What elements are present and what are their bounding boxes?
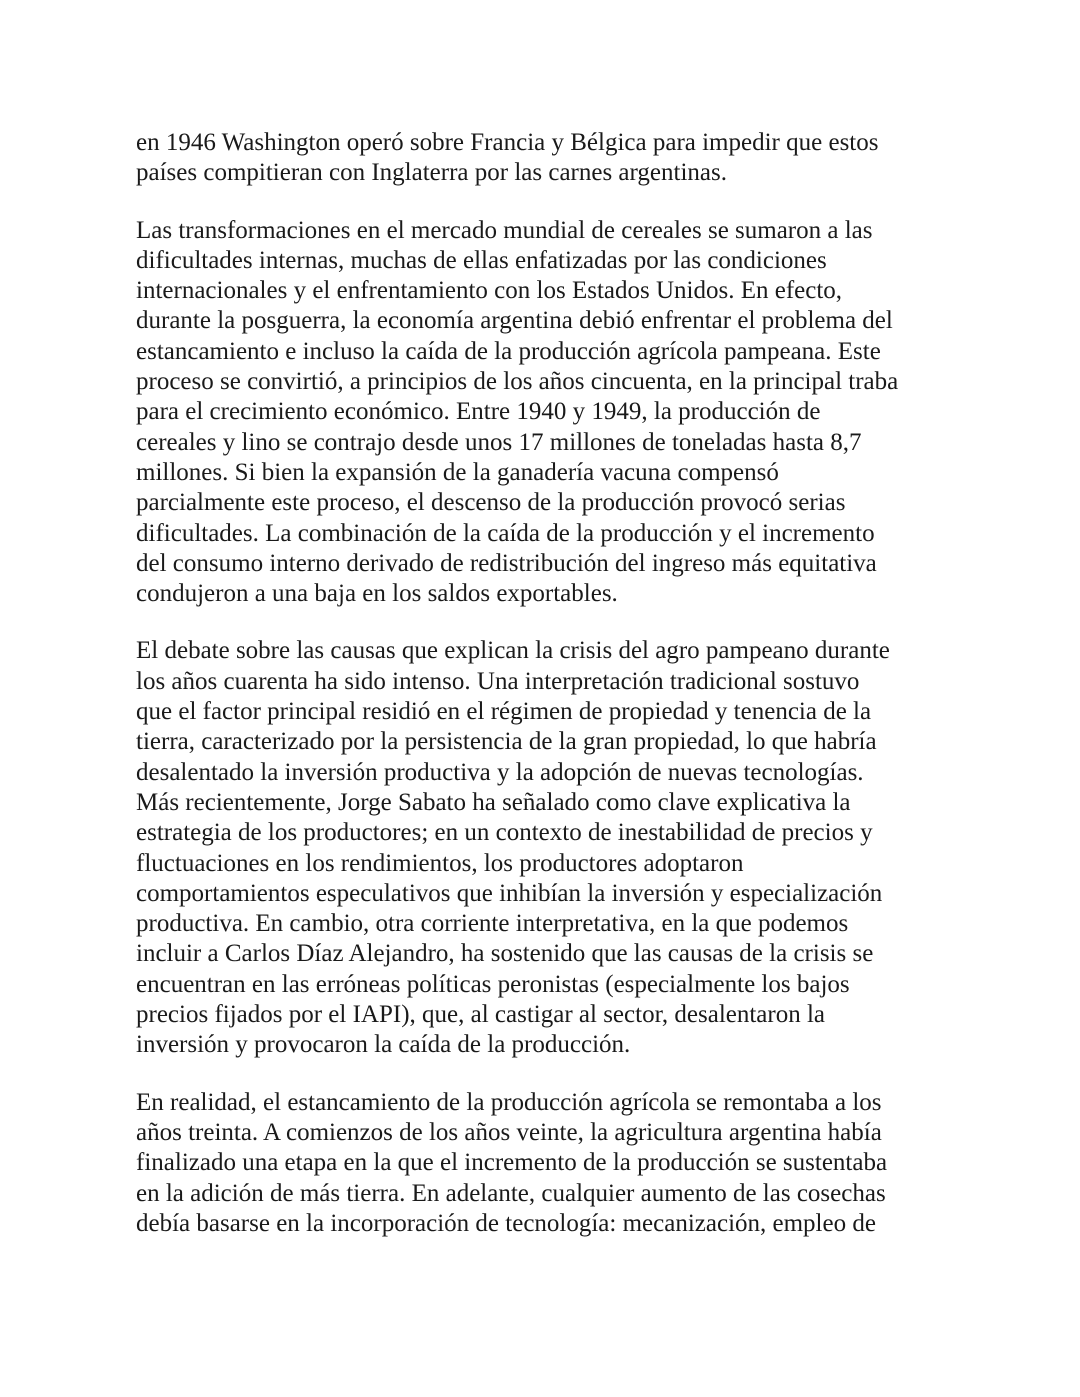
text-line: productiva. En cambio, otra corriente interpretativa, en la que podemos — [136, 910, 849, 938]
text-line: El debate sobre las causas que explican la crisis del agro pampeano durante — [136, 637, 890, 665]
text-line: los años cuarenta ha sido intenso. Una interpretación tradicional sostuvo — [136, 667, 860, 695]
text-line: fluctuaciones en los rendimientos, los productores adoptaron — [136, 849, 744, 877]
text-line: incluir a Carlos Díaz Alejandro, ha sostenido que las causas de la crisis se — [136, 940, 874, 968]
text-line: condujeron a una baja en los saldos exportables. — [136, 580, 618, 608]
paragraph-4 — [136, 1088, 956, 1239]
text-line: estrategia de los productores; en un contexto de inestabilidad de precios y — [136, 819, 873, 847]
text-line: que el factor principal residió en el régimen de propiedad y tenencia de la — [136, 698, 872, 726]
text-line: estancamiento e incluso la caída de la producción agrícola pampeana. Este — [136, 337, 881, 365]
text-line: años treinta. A comienzos de los años veinte, la agricultura argentina había — [136, 1118, 882, 1146]
text-line: para el crecimiento económico. Entre 1940 y 1949, la producción de — [136, 398, 821, 426]
text-line: países compitieran con Inglaterra por las carnes argentinas. — [136, 159, 727, 187]
text-line: encuentran en las erróneas políticas peronistas (especialmente los bajos — [136, 970, 850, 998]
text-line: en la adición de más tierra. En adelante, cualquier aumento de las cosechas — [136, 1179, 886, 1207]
text-line: millones. Si bien la expansión de la ganadería vacuna compensó — [136, 458, 779, 486]
paragraph-1 — [136, 128, 956, 189]
text-line: cereales y lino se contrajo desde unos 17 millones de toneladas hasta 8,7 — [136, 428, 862, 456]
text-line: En realidad, el estancamiento de la producción agrícola se remontaba a los — [136, 1088, 882, 1116]
text-line: parcialmente este proceso, el descenso de la producción provocó serias — [136, 489, 846, 517]
text-line: finalizado una etapa en la que el incremento de la producción se sustentaba — [136, 1149, 888, 1177]
text-line: proceso se convirtió, a principios de los años cincuenta, en la principal traba — [136, 368, 899, 396]
text-line: dificultades. La combinación de la caída de la producción y el incremento — [136, 519, 875, 547]
document-page — [136, 128, 956, 1266]
text-line: del consumo interno derivado de redistribución del ingreso más equitativa — [136, 549, 877, 577]
text-line: durante la posguerra, la economía argentina debió enfrentar el problema del — [136, 307, 893, 335]
text-line: desalentado la inversión productiva y la adopción de nuevas tecnologías. — [136, 758, 864, 786]
text-line: inversión y provocaron la caída de la producción. — [136, 1031, 631, 1059]
text-line: Las transformaciones en el mercado mundial de cereales se sumaron a las — [136, 216, 873, 244]
text-line: internacionales y el enfrentamiento con los Estados Unidos. En efecto, — [136, 277, 843, 305]
text-line: debía basarse en la incorporación de tecnología: mecanización, empleo de — [136, 1209, 876, 1237]
text-line: dificultades internas, muchas de ellas enfatizadas por las condiciones — [136, 246, 827, 274]
text-line: tierra, caracterizado por la persistencia de la gran propiedad, lo que habría — [136, 728, 877, 756]
text-line: en 1946 Washington operó sobre Francia y Bélgica para impedir que estos — [136, 129, 879, 156]
text-line: precios fijados por el IAPI), que, al castigar al sector, desalentaron la — [136, 1001, 826, 1029]
paragraph-2 — [136, 216, 956, 610]
text-line: Más recientemente, Jorge Sabato ha señalado como clave explicativa la — [136, 788, 851, 816]
text-line: comportamientos especulativos que inhibían la inversión y especialización — [136, 879, 883, 907]
paragraph-3 — [136, 636, 956, 1060]
